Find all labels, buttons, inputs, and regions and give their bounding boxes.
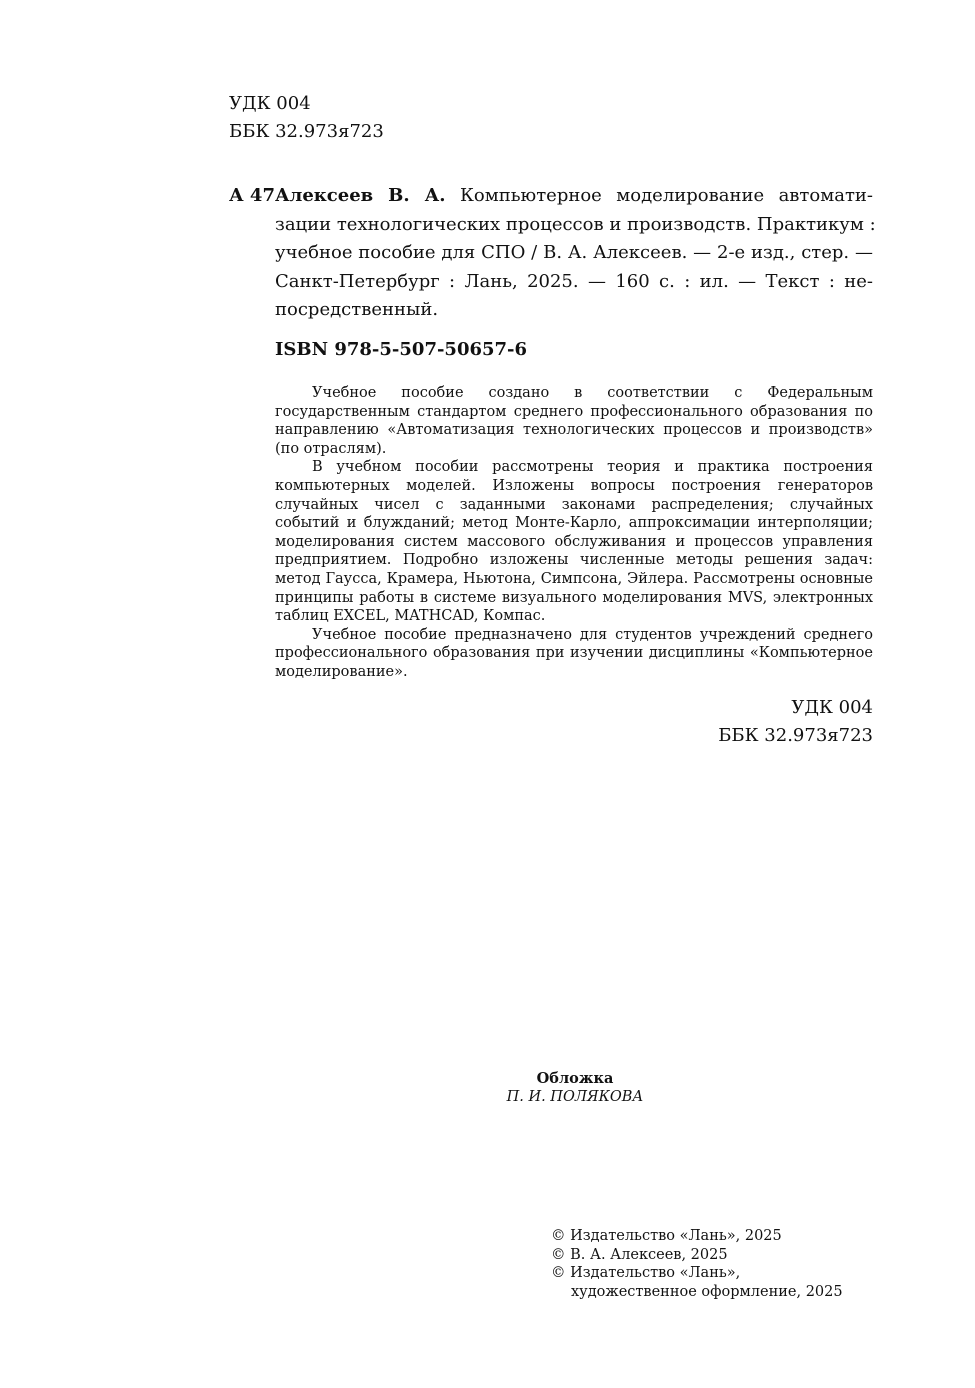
- footer-bbk: ББК 32.973я723: [718, 725, 873, 746]
- catalog-entry: [275, 182, 876, 325]
- copyright-line: © В. А. Алексеев, 2025: [551, 1246, 728, 1263]
- cover-designer: П. И. ПОЛЯКОВА: [506, 1089, 644, 1105]
- catalog-line-2: зации технологических процессов и производств. Практикум :: [275, 213, 876, 235]
- cover-label: Обложка: [536, 1070, 614, 1087]
- annotation: [275, 384, 873, 682]
- annotation-paragraph: Учебное пособие создано в соответствии с Федеральным государственным стандартом среднего профессионального образования по направлению «Автоматизация технологических процессов и производств» (по отраслям).: [275, 385, 873, 457]
- catalog-line-3: учебное пособие для СПО / В. А. Алексеев. — 2-е изд., стер. —: [275, 242, 873, 263]
- copyright-line: художественное оформление, 2025: [571, 1283, 843, 1300]
- catalog-title-start: Компьютерное моделирование автомати-: [445, 185, 874, 206]
- copyright-block: [551, 1227, 843, 1301]
- copyright-line: © Издательство «Лань», 2025: [551, 1228, 782, 1244]
- footer-codes: [620, 694, 873, 750]
- catalog-author: Алексеев В. А.: [275, 185, 446, 206]
- catalog-line-5: посредственный.: [275, 299, 439, 320]
- author-mark: А 47: [229, 185, 275, 206]
- annotation-paragraph: Учебное пособие предназначено для студентов учреждений среднего профессионального образования при изучении дисциплины «Компьютерное моделирование».: [275, 626, 873, 680]
- header-udk: УДК 004: [229, 93, 311, 114]
- annotation-paragraph: В учебном пособии рассмотрены теория и практика построения компьютерных моделей. Изложены вопросы построения генераторов случайных чисел с заданными законами распределения; случайных событий и блужданий; метод Монте-Карло, аппроксимации интерполяции; моделирования систем массового обслуживания и процессов управления предприятием. Подробно изложены численные методы решения задач: метод Гаусса, Крамера, Ньютона, Симпсона, Эйлера. Рассмотрены основные принципы работы в системе визуального моделирования MVS, электронных таблиц EXCEL, MATHCAD, Компас.: [275, 459, 873, 625]
- catalog-line-1: [275, 182, 873, 211]
- catalog-line-4: Санкт-Петербург : Лань, 2025. — 160 с. : ил. — Текст : не-: [275, 270, 873, 292]
- footer-udk: УДК 004: [791, 697, 873, 718]
- copyright-line: © Издательство «Лань»,: [551, 1265, 741, 1282]
- isbn: ISBN 978-5-507-50657-6: [275, 339, 528, 360]
- cover-credit: [480, 1070, 670, 1106]
- header-bbk: ББК 32.973я723: [229, 121, 384, 142]
